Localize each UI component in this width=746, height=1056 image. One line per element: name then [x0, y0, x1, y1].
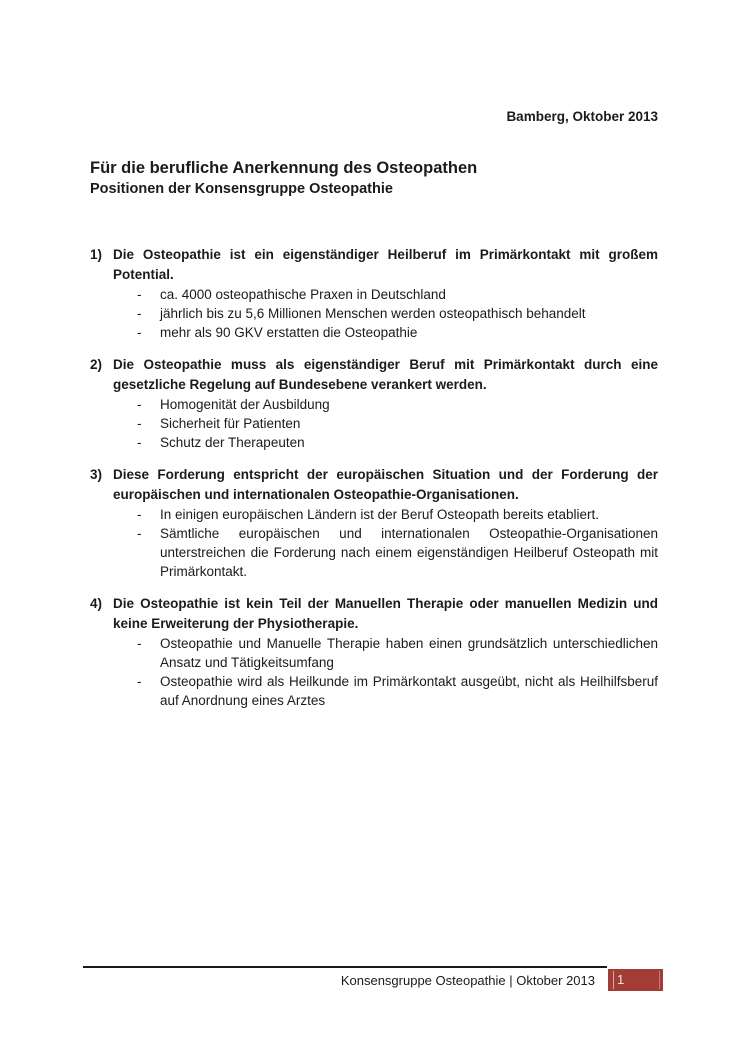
document-subtitle: Positionen der Konsensgruppe Osteopathie [90, 181, 393, 197]
bullet-item [137, 414, 658, 433]
bullet-dash: - [137, 325, 142, 340]
section-heading-row [90, 594, 658, 634]
section-heading-row [90, 465, 658, 505]
bullet-list [90, 395, 658, 452]
section-number: 4) [90, 596, 103, 611]
bullet-dash: - [137, 397, 142, 412]
bullet-item [137, 634, 658, 672]
bullet-item [137, 304, 658, 323]
section-3 [90, 465, 658, 581]
bullet-list [90, 505, 658, 581]
section-heading: Die Osteopathie muss als eigenständiger Beruf mit Primärkontakt durch eine gesetzliche Regelung auf Bundesebene verankert werden. [113, 357, 658, 392]
document-title: Für die berufliche Anerkennung des Osteopathen [90, 159, 478, 177]
bullet-text: In einigen europäischen Ländern ist der Beruf Osteopath bereits etabliert. [160, 507, 600, 522]
page-number-box [608, 969, 663, 991]
section-heading-row [90, 355, 658, 395]
bullet-text: Sämtliche europäischen und internationalen Osteopathie-Organisationen unterstreichen die Forderung nach einem eigenständigen Heilberuf Osteopath mit Primärkontakt. [160, 526, 658, 579]
section-1 [90, 245, 658, 342]
bullet-item [137, 285, 658, 304]
bullet-text: Sicherheit für Patienten [160, 416, 301, 431]
bullet-item [137, 524, 658, 581]
bullet-text: Homogenität der Ausbildung [160, 397, 330, 412]
section-number: 3) [90, 467, 103, 482]
bullet-text: ca. 4000 osteopathische Praxen in Deutschland [160, 287, 446, 302]
bullet-list [90, 634, 658, 710]
page-footer [83, 966, 663, 994]
bullet-item [137, 323, 658, 342]
footer-rule [83, 966, 607, 968]
bullet-dash: - [137, 674, 142, 689]
page-number: 1 [617, 972, 625, 987]
bullet-item [137, 505, 658, 524]
bullet-text: Osteopathie und Manuelle Therapie haben einen grundsätzlich unterschiedlichen Ansatz und Tätigkeitsumfang [160, 636, 658, 670]
bullet-list [90, 285, 658, 342]
section-2 [90, 355, 658, 452]
section-heading: Die Osteopathie ist ein eigenständiger Heilberuf im Primärkontakt mit großem Potential. [113, 247, 658, 282]
bullet-dash: - [137, 306, 142, 321]
date-line: Bamberg, Oktober 2013 [506, 109, 658, 124]
section-heading: Diese Forderung entspricht der europäischen Situation und der Forderung der europäischen und internationalen Osteopathie-Organisationen. [113, 467, 658, 502]
bullet-dash: - [137, 287, 142, 302]
bullet-text: Schutz der Therapeuten [160, 435, 305, 450]
section-number: 2) [90, 357, 103, 372]
bullet-dash: - [137, 526, 142, 541]
bullet-dash: - [137, 435, 142, 450]
bullet-text: Osteopathie wird als Heilkunde im Primärkontakt ausgeübt, nicht als Heilhilfsberuf auf Anordnung eines Arztes [160, 674, 658, 708]
section-4 [90, 594, 658, 710]
bullet-text: mehr als 90 GKV erstatten die Osteopathie [160, 325, 418, 340]
page-content [90, 108, 658, 723]
sections [90, 245, 658, 710]
bullet-text: jährlich bis zu 5,6 Millionen Menschen werden osteopathisch behandelt [160, 306, 586, 321]
page-box-accent-right [659, 971, 660, 989]
bullet-dash: - [137, 416, 142, 431]
bullet-item [137, 395, 658, 414]
bullet-item [137, 433, 658, 452]
bullet-dash: - [137, 507, 142, 522]
page-box-accent-left [613, 971, 614, 989]
bullet-item [137, 672, 658, 710]
footer-text: Konsensgruppe Osteopathie | Oktober 2013 [340, 973, 595, 988]
section-number: 1) [90, 247, 103, 262]
bullet-dash: - [137, 636, 142, 651]
section-heading-row [90, 245, 658, 285]
section-heading: Die Osteopathie ist kein Teil der Manuellen Therapie oder manuellen Medizin und keine Erweiterung der Physiotherapie. [113, 596, 658, 631]
